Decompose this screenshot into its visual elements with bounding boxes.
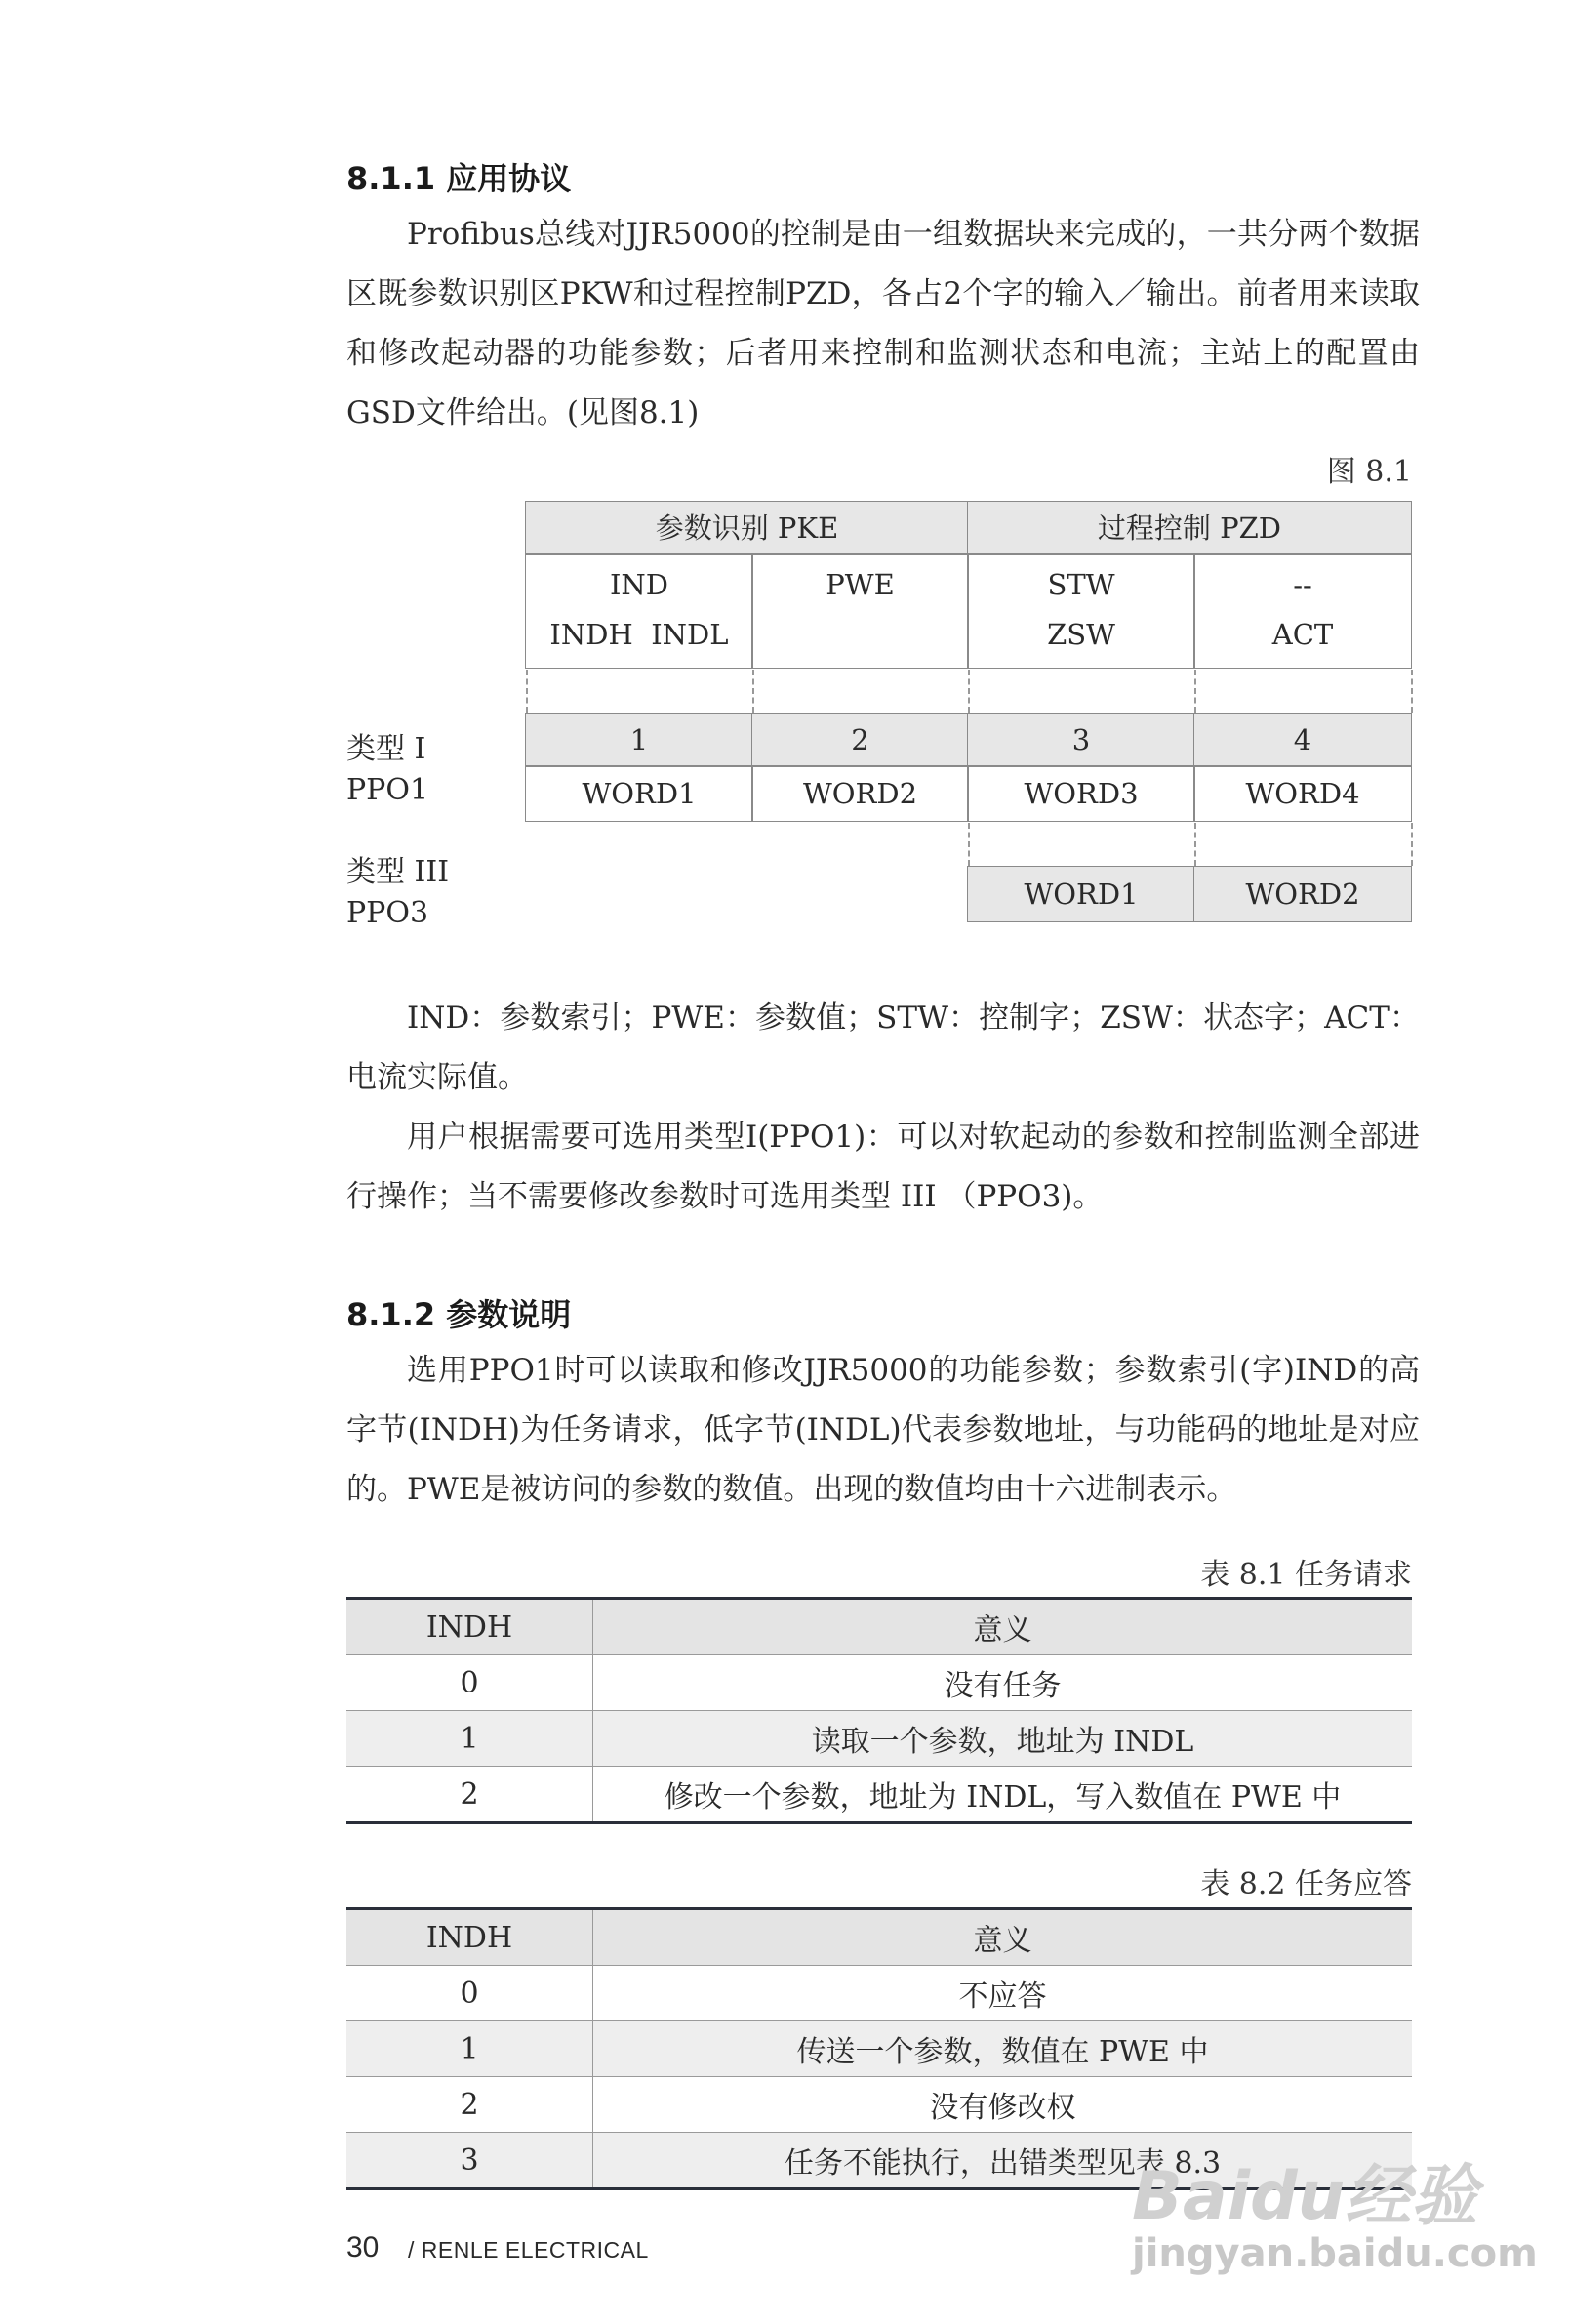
indh-cell: 1: [346, 2021, 593, 2077]
type1-number: 3: [967, 713, 1195, 767]
pwe-label: PWE: [826, 568, 895, 601]
usage-text: 用户根据需要可选用类型I(PPO1)：可以对软起动的参数和控制监测全部进行操作；当不需要修改参数时可选用类型 III （PPO3)。: [346, 1120, 1420, 1214]
watermark-url: jingyan.baidu.com: [1132, 2231, 1538, 2276]
type1-word: WORD2: [751, 765, 969, 822]
table-row: [346, 2021, 1412, 2077]
table1-caption: 表 8.1 任务请求: [1200, 1558, 1412, 1592]
table-row: [346, 2077, 1412, 2133]
pwe-cell: [751, 553, 969, 669]
zsw-label: ZSW: [1047, 618, 1115, 651]
indh-cell: 1: [346, 1711, 593, 1767]
figure-caption: 图 8.1: [1326, 455, 1412, 489]
meaning-cell: 任务不能执行，出错类型见表 8.3: [593, 2133, 1413, 2189]
pke-header: 参数识别 PKE: [525, 501, 969, 555]
section-heading-8-1-1: 8.1.1 应用协议: [346, 160, 572, 197]
type1-number: 1: [525, 713, 753, 767]
type3-word: WORD2: [1193, 866, 1412, 922]
meaning-cell: 不应答: [593, 1966, 1413, 2021]
indh-cell: 0: [346, 1966, 593, 2021]
dashed-connector: [1194, 823, 1196, 866]
legend-paragraph: [346, 989, 1420, 1227]
indh-indl-label: INDH INDL: [549, 618, 729, 651]
dash-label: --: [1293, 568, 1312, 601]
column-header-meaning: 意义: [593, 1599, 1413, 1655]
ind-cell: [525, 553, 753, 669]
table-task-request: [346, 1597, 1412, 1824]
dashed-connector: [1411, 670, 1413, 713]
table2-caption: 表 8.2 任务应答: [1200, 1867, 1412, 1901]
section-paragraph-8-1-2: [346, 1341, 1420, 1520]
section-heading-8-1-2: 8.1.2 参数说明: [346, 1296, 572, 1333]
act-cell: [1193, 553, 1412, 669]
column-header-indh: INDH: [346, 1909, 593, 1966]
stw-zsw-cell: [967, 553, 1195, 669]
indh-cell: 0: [346, 1655, 593, 1711]
type3-word: WORD1: [967, 866, 1195, 922]
type1-word: WORD3: [967, 765, 1195, 822]
meaning-cell: 修改一个参数，地址为 INDL，写入数值在 PWE 中: [593, 1767, 1413, 1823]
table-row: [346, 1711, 1412, 1767]
type1-number: 4: [1193, 713, 1412, 767]
dashed-connector: [526, 670, 528, 713]
dashed-connector: [1194, 670, 1196, 713]
type1-number: 2: [751, 713, 969, 767]
table-row: [346, 1966, 1412, 2021]
column-header-meaning: 意义: [593, 1909, 1413, 1966]
type1-label: 类型 I: [346, 732, 426, 766]
table-row: [346, 1767, 1412, 1823]
dashed-connector: [968, 823, 970, 866]
watermark-logo: Baidu经验: [1132, 2158, 1478, 2235]
ind-label: IND: [609, 568, 669, 601]
dashed-connector: [1411, 823, 1413, 866]
dashed-connector: [752, 670, 754, 713]
legend-text: IND：参数索引；PWE：参数值；STW：控制字；ZSW：状态字；ACT：电流实际值。: [346, 1000, 1420, 1095]
footer-brand: / RENLE ELECTRICAL: [408, 2237, 649, 2263]
table-row: [346, 1655, 1412, 1711]
indh-cell: 2: [346, 1767, 593, 1823]
column-header-indh: INDH: [346, 1599, 593, 1655]
meaning-cell: 读取一个参数，地址为 INDL: [593, 1711, 1413, 1767]
dashed-connector: [968, 670, 970, 713]
stw-label: STW: [1047, 568, 1115, 601]
table-header-row: [346, 1909, 1412, 1966]
page-number: 30: [346, 2231, 380, 2263]
type1-ppo-label: PPO1: [346, 773, 429, 807]
table-header-row: [346, 1599, 1412, 1655]
meaning-cell: 没有任务: [593, 1655, 1413, 1711]
section-paragraph-8-1-1: [346, 205, 1420, 443]
type1-word: WORD1: [525, 765, 753, 822]
type1-word: WORD4: [1193, 765, 1412, 822]
act-label: ACT: [1271, 618, 1334, 651]
indh-cell: 3: [346, 2133, 593, 2189]
indh-cell: 2: [346, 2077, 593, 2133]
paragraph-text: 选用PPO1时可以读取和修改JJR5000的功能参数；参数索引(字)IND的高字节(INDH)为任务请求，低字节(INDL)代表参数地址，与功能码的地址是对应的。PWE是被访问的参数的数值。出现的数值均由十六进制表示。: [346, 1353, 1420, 1507]
paragraph-text: Profibus总线对JJR5000的控制是由一组数据块来完成的，一共分两个数据区既参数识别区PKW和过程控制PZD，各占2个字的输入／输出。前者用来读取和修改起动器的功能参数；后者用来控制和监测状态和电流；主站上的配置由GSD文件给出。(见图8.1): [346, 217, 1420, 430]
meaning-cell: 没有修改权: [593, 2077, 1413, 2133]
pzd-header: 过程控制 PZD: [967, 501, 1412, 555]
type3-ppo-label: PPO3: [346, 896, 429, 930]
meaning-cell: 传送一个参数，数值在 PWE 中: [593, 2021, 1413, 2077]
type3-label: 类型 III: [346, 855, 450, 889]
